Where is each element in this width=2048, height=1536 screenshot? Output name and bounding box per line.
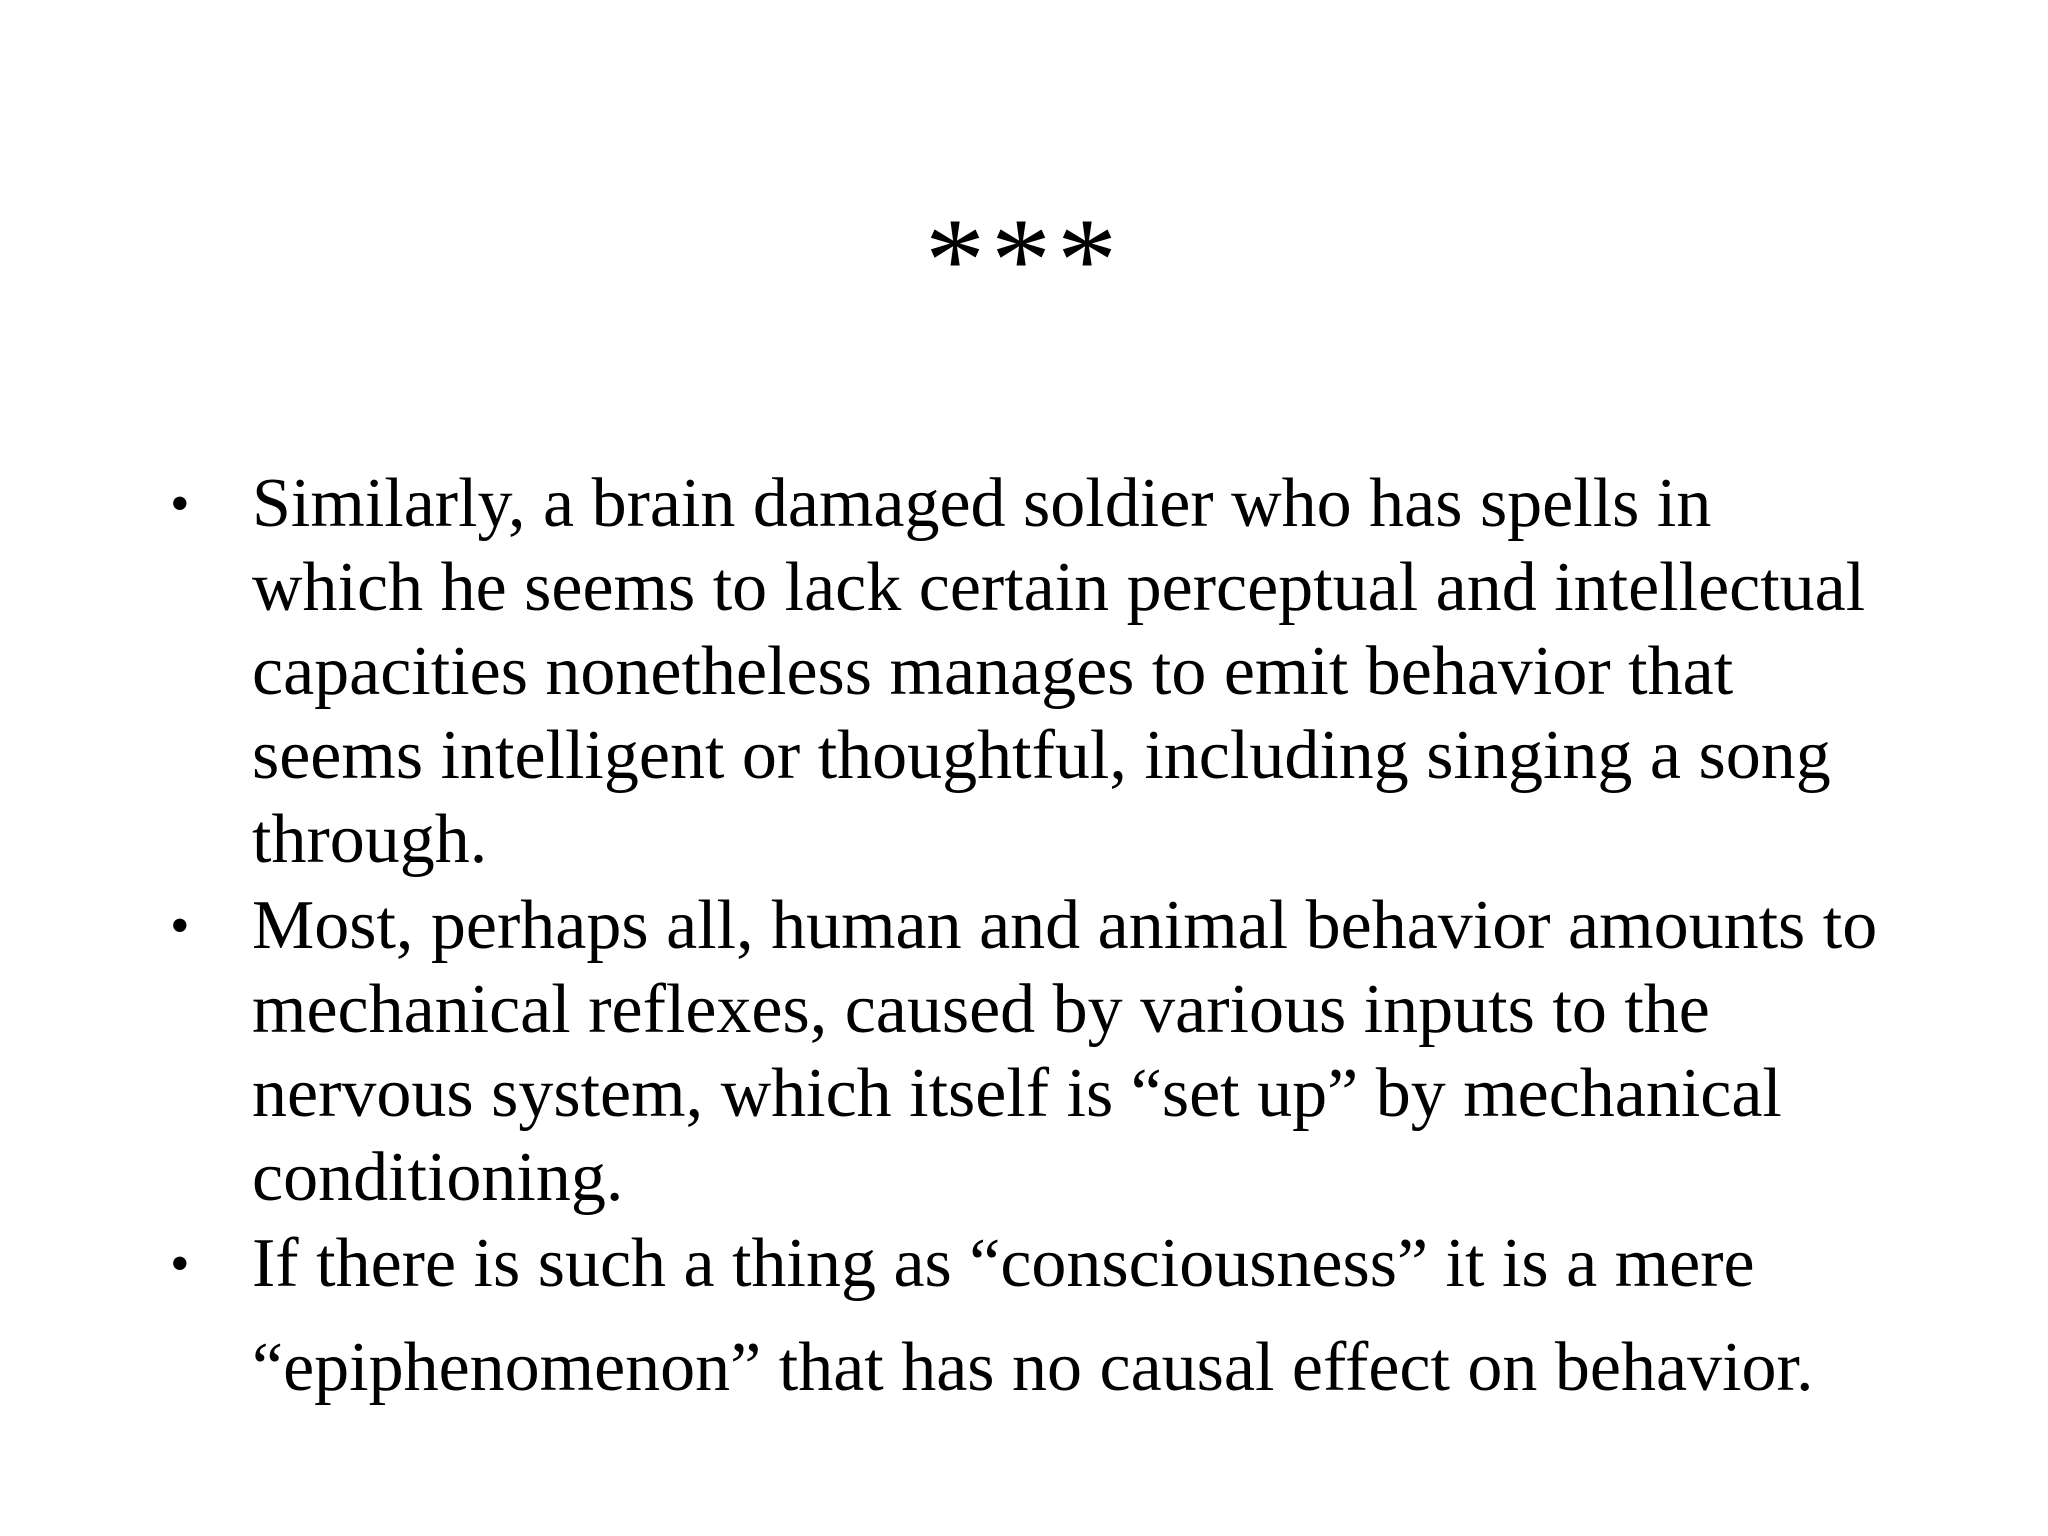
bullet-item-3 xyxy=(170,1212,1890,1420)
bullet-text: Most, perhaps all, human and animal behavior amounts to mechanical reflexes, caused by various inputs to the nervous system, which itself is “set up” by mechanical conditioning. xyxy=(252,887,1878,1216)
bullet-text: If there is such a thing as “consciousness” it is a mere “epiphenomenon” that has no causal effect on behavior. xyxy=(252,1225,1814,1406)
slide-title: *** xyxy=(925,193,1123,326)
bullet-list xyxy=(170,462,1890,1422)
bullet-marker: • xyxy=(170,1233,190,1295)
bullet-text: Similarly, a brain damaged soldier who has spells in which he seems to lack certain perceptual and intellectual capacities nonetheless manages to emit behavior that seems intelligent or thoughtful, including singing a song through. xyxy=(252,465,1866,878)
bullet-item-1 xyxy=(170,462,1890,882)
bullet-item-2 xyxy=(170,884,1890,1220)
bullet-marker: • xyxy=(170,895,190,957)
bullet-marker: • xyxy=(170,473,190,535)
